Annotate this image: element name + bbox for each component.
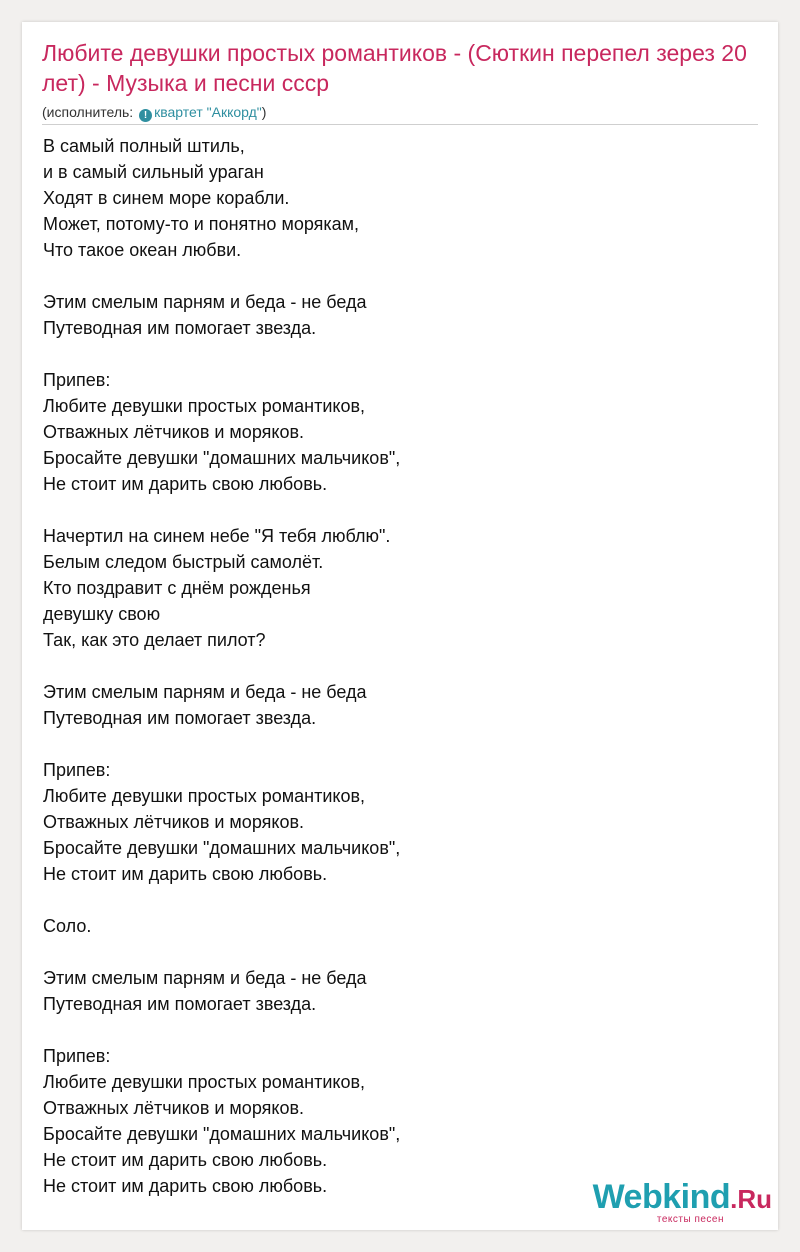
lyric-blank-line [43,653,743,679]
page-title: Любите девушки простых романтиков - (Сюткин перепел зерез 20 лет) - Музыка и песни ссср [42,40,747,96]
performer-line [42,103,758,125]
lyric-line: Так, как это делает пилот? [43,630,266,650]
lyric-line: Соло. [43,916,92,936]
lyric-blank-line [43,939,743,965]
lyric-line: Путеводная им помогает звезда. [43,318,317,338]
lyric-line: Не стоит им дарить свою любовь. [43,864,328,884]
lyric-blank-line [43,497,743,523]
lyric-line: Отважных лётчиков и моряков. [43,422,305,442]
lyric-line: Припев: [43,760,111,780]
logo-tagline: тексты песен [656,1214,724,1225]
lyric-line: Любите девушки простых романтиков, [43,786,366,806]
lyric-line: Ходят в синем море корабли. [43,188,290,208]
lyric-line: Любите девушки простых романтиков, [43,396,366,416]
lyric-line: и в самый сильный ураган [43,162,264,182]
lyric-line: Бросайте девушки "домашних мальчиков", [43,838,401,858]
lyric-blank-line [43,731,743,757]
lyrics-body [43,133,743,1199]
lyric-line: Этим смелым парням и беда - не беда [43,292,367,312]
logo-brand [572,1178,772,1218]
lyric-blank-line [43,887,743,913]
lyric-line: Не стоит им дарить свою любовь. [43,474,328,494]
lyric-line: Отважных лётчиков и моряков. [43,1098,305,1118]
info-circle-icon: ! [139,109,152,122]
lyric-blank-line [43,1017,743,1043]
logo-tld: .Ru [730,1184,772,1214]
lyric-blank-line [43,263,743,289]
lyric-line: Отважных лётчиков и моряков. [43,812,305,832]
lyric-line: Этим смелым парням и беда - не беда [43,968,367,988]
lyric-line: Белым следом быстрый самолёт. [43,552,324,572]
lyric-blank-line [43,341,743,367]
lyric-line: Этим смелым парням и беда - не беда [43,682,367,702]
lyric-line: Бросайте девушки "домашних мальчиков", [43,448,401,468]
lyric-line: Путеводная им помогает звезда. [43,708,317,728]
performer-prefix: (исполнитель: [42,104,134,120]
lyric-line: Начертил на синем небе "Я тебя люблю". [43,526,391,546]
site-logo[interactable] [572,1178,772,1226]
performer-link[interactable]: квартет "Аккорд" [154,104,262,120]
lyric-line: Что такое океан любви. [43,240,242,260]
lyric-line: Любите девушки простых романтиков, [43,1072,366,1092]
lyric-line: Бросайте девушки "домашних мальчиков", [43,1124,401,1144]
lyric-line: Не стоит им дарить свою любовь. [43,1176,328,1196]
lyric-line: девушку свою [43,604,161,624]
lyric-line: Кто поздравит с днём рожденья [43,578,311,598]
content-card [22,22,778,1230]
lyric-line: Припев: [43,1046,111,1066]
lyric-line: Путеводная им помогает звезда. [43,994,317,1014]
lyric-line: Может, потому-то и понятно морякам, [43,214,360,234]
logo-brand-name: Webkind [592,1178,731,1216]
lyric-line: Припев: [43,370,111,390]
performer-suffix: ) [261,104,267,120]
lyric-line: В самый полный штиль, [43,136,245,156]
lyric-line: Не стоит им дарить свою любовь. [43,1150,328,1170]
